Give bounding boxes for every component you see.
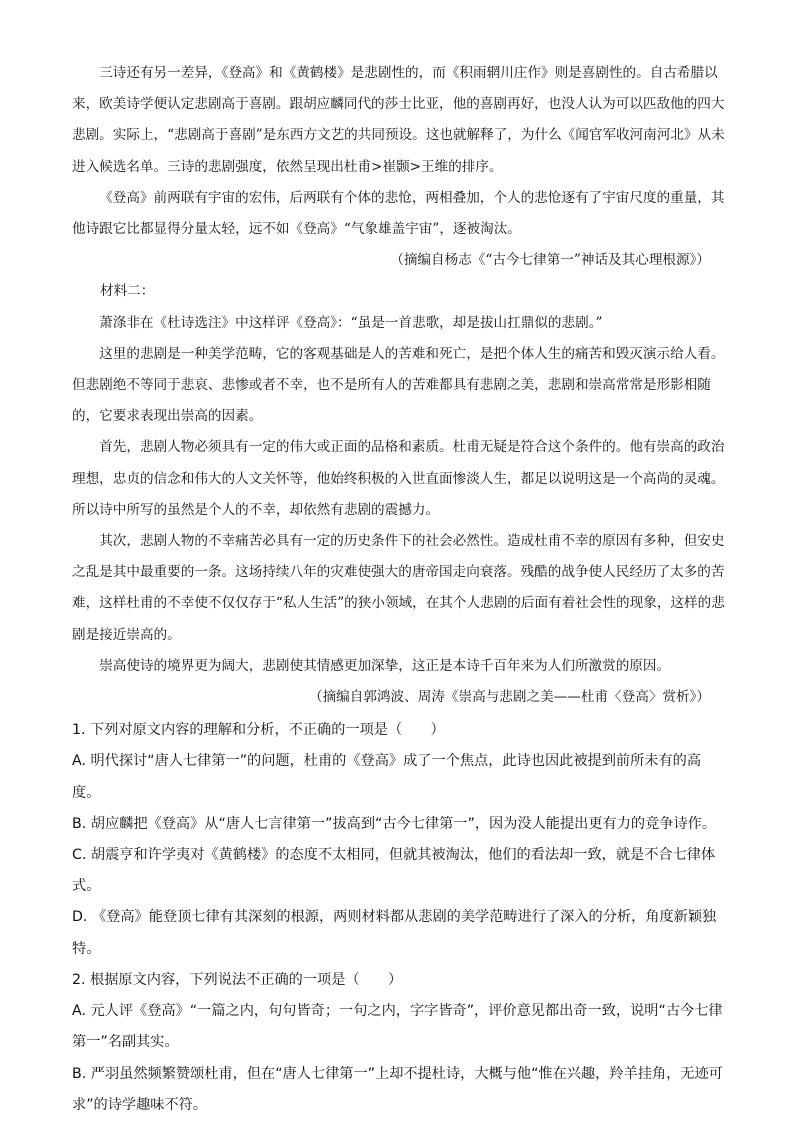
option-a: A. 元人评《登高》“一篇之内，句句皆奇；一句之内，字字皆奇”，评价意见都出奇一致，说明“古今七律第一”名副其实。 [72, 1003, 723, 1051]
paragraph: 三诗还有另一差异，《登高》和《黄鹤楼》是悲剧性的，而《积雨辋川庄作》则是喜剧性的。自古希腊以来，欧美诗学便认定悲剧高于喜剧。跟胡应麟同代的莎士比亚，他的喜剧再好，也没人认为可以匹敌他的四大悲剧。实际上，“悲剧高于喜剧”是东西方文艺的共同预设。这也就解释了，为什么《闻官军收河南河北》从未进入候选名单。三诗的悲剧强度，依然呈现出杜甫>崔颢>王维的排序。 [72, 65, 725, 175]
option-c: C. 胡震亨和许学夷对《黄鹤楼》的态度不太相同，但就其被淘汰，他们的看法却一致，就是不合七律体式。 [72, 847, 716, 895]
question-1 [72, 715, 728, 965]
paragraph: 其次，悲剧人物的不幸痛苦必具有一定的历史条件下的社会必然性。造成杜甫不幸的原因有多种，但安史之乱是其中最重要的一条。这场持续八年的灾难使强大的唐帝国走向衰落。残酷的战争使人民经历了太多的苦难，这样杜甫的不幸使不仅仅存于“私人生活”的狭小领域，在其个人悲剧的后面有着社会性的现象，这样的悲剧是接近崇高的。 [72, 533, 725, 643]
section-label: 材料二： [100, 283, 155, 300]
paragraph: 这里的悲剧是一种美学范畴，它的客观基础是人的苦难和死亡，是把个体人生的痛苦和毁灭演示给人看。但悲剧绝不等同于悲哀、悲惨或者不幸，也不是所有人的苦难都具有悲剧之美，悲剧和崇高常常是形影相随的，它要求表现出崇高的因素。 [72, 345, 725, 425]
option-d: D. 《登高》能登顶七律有其深刻的根源，两则材料都从悲剧的美学范畴进行了深入的分析，角度新颖独特。 [72, 909, 717, 957]
question-stem: 1. 下列对原文内容的理解和分析，不正确的一项是（ ） [72, 722, 445, 739]
option-a: A. 明代探讨“唐人七律第一”的问题，杜甫的《登高》成了一个焦点，此诗也因此被提到前所未有的高度。 [72, 753, 702, 801]
material-two [72, 276, 728, 713]
paragraph: 崇高使诗的境界更为阔大，悲剧使其情感更加深挚，这正是本诗千百年来为人们所激赏的原因。 [99, 657, 671, 674]
source-citation: （摘编自郭鸿波、周涛《崇高与悲剧之美——杜甫〈登高〉赏析》） [308, 689, 710, 706]
question-stem: 2. 根据原文内容，下列说法不正确的一项是（ ） [72, 971, 403, 988]
option-b: B. 胡应麟把《登高》从“唐人七言律第一”拔高到“古今七律第一”，因为没人能提出更有力的竞争诗作。 [72, 815, 717, 832]
option-b: B. 严羽虽然频繁赞颂杜甫，但在“唐人七律第一”上却不提杜诗，大概与他“惟在兴趣，羚羊挂角，无迹可求”的诗学趣味不符。 [72, 1065, 723, 1113]
source-citation: （摘编自杨志《“古今七律第一”神话及其心理根源》） [390, 252, 710, 269]
paragraph: 萧涤非在《杜诗选注》中这样评《登高》：“虽是一首悲歌，却是拔山扛鼎似的悲剧。” [99, 314, 603, 331]
paragraph: 首先，悲剧人物必须具有一定的伟大或正面的品格和素质。杜甫无疑是符合这个条件的。他有崇高的政治理想，忠贞的信念和伟大的人文关怀等，他始终积极的入世直面惨淡人生，都足以说明这是一个高尚的灵魂。所以诗中所写的虽然是个人的不幸，却依然有悲剧的震撼力。 [72, 439, 725, 518]
material-one [72, 58, 728, 276]
question-2 [72, 965, 728, 1121]
paragraph: 《登高》前两联有宇宙的宏伟，后两联有个体的悲怆，两相叠加，个人的悲怆逐有了宇宙尺度的重量，其他诗跟它比都显得分量太轻，远不如《登高》“气象雄盖宇宙”，逐被淘汰。 [72, 189, 725, 238]
